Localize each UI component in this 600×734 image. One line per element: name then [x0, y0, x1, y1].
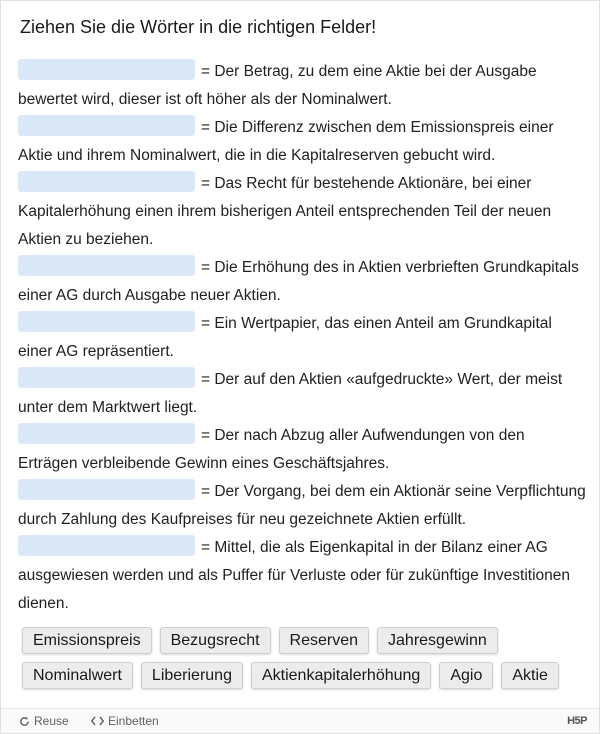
- question-1: [18, 58, 588, 114]
- question-text: = Ein Wertpapier, das einen Anteil am Grundkapital einer AG repräsentiert.: [18, 315, 552, 360]
- dropzone-5[interactable]: [18, 311, 195, 332]
- reuse-button[interactable]: [19, 714, 69, 728]
- question-text: = Der nach Abzug aller Aufwendungen von den Erträgen verbleibende Gewinn eines Geschäftsjahres.: [18, 427, 525, 472]
- draggable-word[interactable]: Emissionspreis: [22, 627, 152, 654]
- dropzone-2[interactable]: [18, 115, 195, 136]
- draggable-word[interactable]: Aktienkapitalerhöhung: [251, 662, 431, 689]
- code-icon: [91, 716, 104, 726]
- question-text: = Die Erhöhung des in Aktien verbrieften Grundkapitals einer AG durch Ausgabe neuer Aktien.: [18, 259, 579, 304]
- reuse-label: Reuse: [34, 714, 69, 728]
- word-bank: [22, 627, 582, 697]
- question-5: [18, 310, 588, 366]
- h5p-logo[interactable]: H5P: [567, 715, 587, 727]
- draggable-word[interactable]: Bezugsrecht: [160, 627, 271, 654]
- question-9: [18, 534, 588, 618]
- dropzone-4[interactable]: [18, 255, 195, 276]
- draggable-word[interactable]: Agio: [439, 662, 493, 689]
- question-text: = Mittel, die als Eigenkapital in der Bilanz einer AG ausgewiesen werden und als Puffer für Verluste oder für zukünftige Investitionen dienen.: [18, 539, 571, 612]
- question-list: [18, 58, 588, 618]
- dropzone-6[interactable]: [18, 367, 195, 388]
- dropzone-7[interactable]: [18, 423, 195, 444]
- question-7: [18, 422, 588, 478]
- question-6: [18, 366, 588, 422]
- question-text: = Das Recht für bestehende Aktionäre, bei einer Kapitalerhöhung einen ihrem bisherigen Anteil entsprechenden Teil der neuen Aktien zu beziehen.: [18, 175, 552, 248]
- dropzone-1[interactable]: [18, 59, 195, 80]
- question-text: = Der Vorgang, bei dem ein Aktionär seine Verpflichtung durch Zahlung des Kaufpreises für neu gezeichnete Aktien erfüllt.: [18, 483, 586, 528]
- dropzone-9[interactable]: [18, 535, 195, 556]
- question-2: [18, 114, 588, 170]
- question-text: = Die Differenz zwischen dem Emissionspreis einer Aktie und ihrem Nominalwert, die in die Kapitalreserven gebucht wird.: [18, 119, 554, 164]
- draggable-word[interactable]: Jahresgewinn: [377, 627, 498, 654]
- embed-label: Einbetten: [108, 714, 159, 728]
- draggable-word[interactable]: Liberierung: [141, 662, 243, 689]
- question-text: = Der auf den Aktien «aufgedruckte» Wert, der meist unter dem Marktwert liegt.: [18, 371, 563, 416]
- refresh-icon: [19, 716, 30, 727]
- dropzone-3[interactable]: [18, 171, 195, 192]
- dropzone-8[interactable]: [18, 479, 195, 500]
- question-8: [18, 478, 588, 534]
- footer-bar: [1, 708, 599, 733]
- question-4: [18, 254, 588, 310]
- task-title: Ziehen Sie die Wörter in die richtigen Felder!: [20, 17, 377, 37]
- draggable-word[interactable]: Reserven: [279, 627, 369, 654]
- draggable-word[interactable]: Nominalwert: [22, 662, 133, 689]
- question-3: [18, 170, 588, 254]
- draggable-word[interactable]: Aktie: [501, 662, 559, 689]
- question-text: = Der Betrag, zu dem eine Aktie bei der Ausgabe bewertet wird, dieser ist oft höher als der Nominalwert.: [18, 63, 537, 108]
- embed-button[interactable]: [91, 714, 159, 728]
